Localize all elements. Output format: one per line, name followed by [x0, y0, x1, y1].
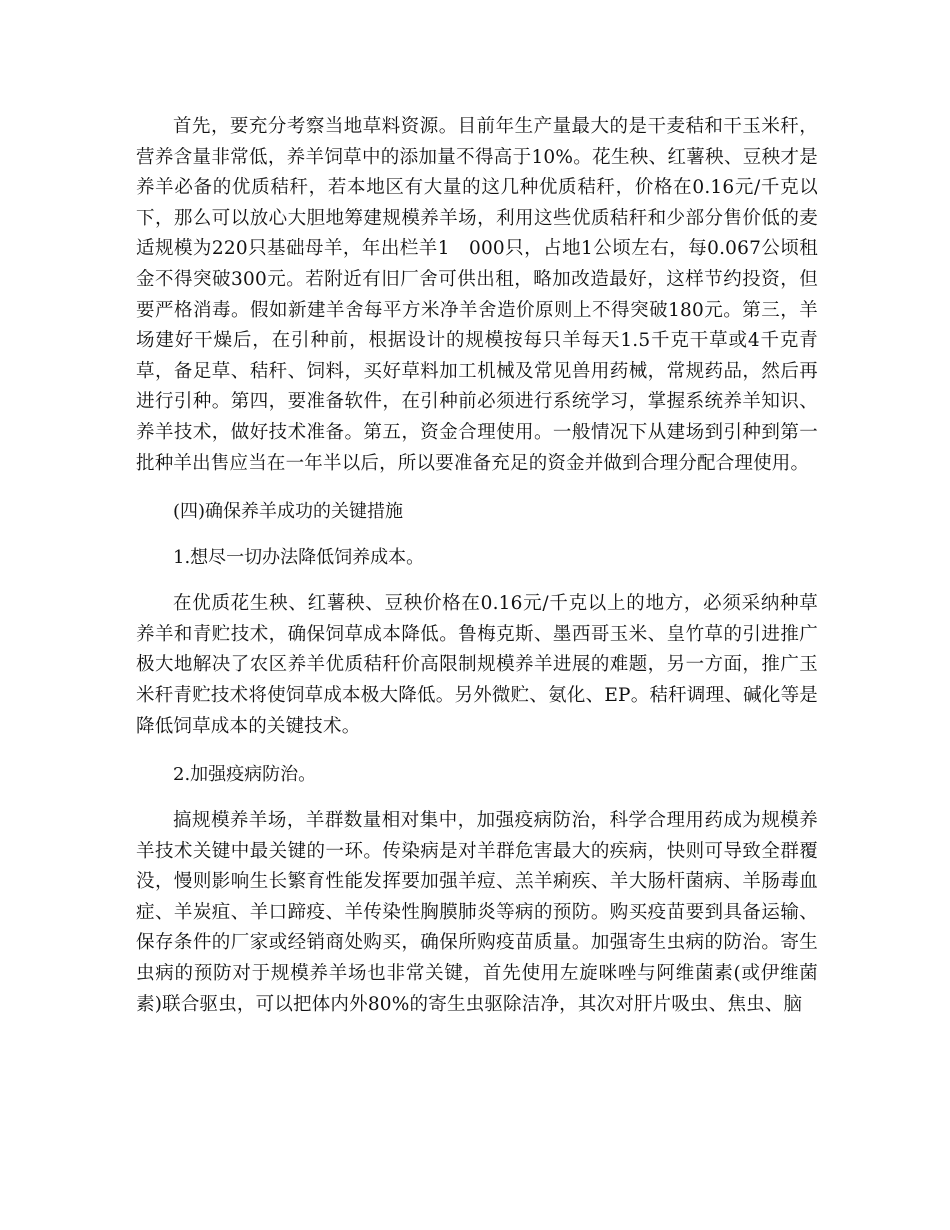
- document-body: [136, 112, 818, 1020]
- section-heading-key-measures: (四)确保养羊成功的关键措施: [173, 501, 404, 523]
- subheading-reduce-cost: 1.想尽一切办法降低饲养成本。: [173, 547, 425, 569]
- paragraph-preparation: 首先，要充分考察当地草料资源。目前年生产量最大的是干麦秸和干玉米秆，营养含量非常低，养羊饲草中的添加量不得高于10%。花生秧、红薯秧、豆秧才是养羊必备的优质秸秆，若本地区有大量的这几种优质秸秆，价格在0.16元/千克以下，那么可以放心大胆地筹建规模养羊场，利用这些优质秸秆和少部分售价低的麦适规模为220只基础母羊，年出栏羊1 000只，占地1公顷左右，每0.067公顷租金不得突破300元。若附近有旧厂舍可供出租，略加改造最好，这样节约投资，但要严格消毒。假如新建羊舍每平方米净羊舍造价原则上不得突破180元。第三，羊场建好干燥后，在引种前，根据设计的规模按每只羊每天1.5千克干草或4千克青草，备足草、秸秆、饲料，买好草料加工机械及常见兽用药械，常规药品，然后再进行引种。第四，要准备软件，在引种前必须进行系统学习，掌握系统养羊知识、养羊技术，做好技术准备。第五，资金合理使用。一般情况下从建场到引种到第一批种羊出售应当在一年半以后，所以要准备充足的资金并做到合理分配合理使用。: [136, 116, 818, 474]
- paragraph-reduce-cost: 在优质花生秧、红薯秧、豆秧价格在0.16元/千克以上的地方，必须采纳种草养羊和青贮技术，确保饲草成本降低。鲁梅克斯、墨西哥玉米、皇竹草的引进推广极大地解决了农区养羊优质秸秆价高限制规模养羊进展的难题，另一方面，推广玉米秆青贮技术将使饲草成本极大降低。另外微贮、氨化、EP。秸秆调理、碱化等是降低饲草成本的关键技术。: [136, 593, 818, 737]
- paragraph-disease-control: 搞规模养羊场，羊群数量相对集中，加强疫病防治，科学合理用药成为规模养羊技术关键中最关键的一环。传染病是对羊群危害最大的疾病，快则可导致全群覆没，慢则影响生长繁育性能发挥要加强羊痘、羔羊痢疾、羊大肠杆菌病、羊肠毒血症、羊炭疽、羊口蹄疫、羊传染性胸膜肺炎等病的预防。购买疫苗要到具备运输、保存条件的厂家或经销商处购买，确保所购疫苗质量。加强寄生虫病的防治。寄生虫病的预防对于规模养羊场也非常关键，首先使用左旋咪唑与阿维菌素(或伊维菌素)联合驱虫，可以把体内外80%的寄生虫驱除洁净，其次对肝片吸虫、焦虫、脑: [136, 810, 818, 1015]
- subheading-disease-control: 2.加强疫病防治。: [173, 764, 317, 786]
